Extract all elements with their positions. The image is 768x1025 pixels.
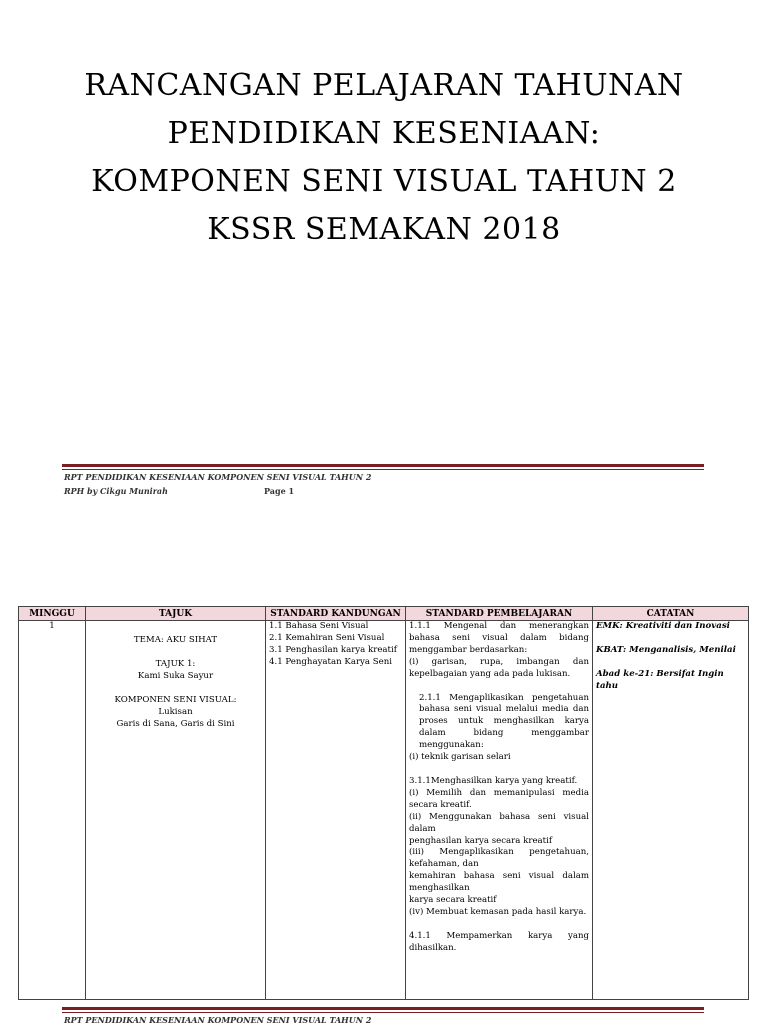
title-line-1: RANCANGAN PELAJARAN TAHUNAN xyxy=(84,68,684,103)
tema-text: TEMA: AKU SIHAT xyxy=(133,635,218,645)
rpt-table xyxy=(18,606,749,1000)
header-tajuk: TAJUK xyxy=(86,607,266,621)
komponen-label: KOMPONEN SENI VISUAL: xyxy=(114,694,237,705)
pembelajaran-4-1-1: 4.1.1 Mempamerkan karya yang dihasilkan. xyxy=(409,930,589,953)
pembelajaran-3-1-1-i: (i) Memilih dan memanipulasi media secara kreatif. xyxy=(409,787,589,810)
pembelajaran-1-1-1-i: (i) garisan, rupa, imbangan dan kepelbagaian yang ada pada lukisan. xyxy=(409,656,589,679)
subtopic-text: Garis di Sana, Garis di Sini xyxy=(116,718,235,729)
title-line-4: KSSR SEMAKAN 2018 xyxy=(207,212,561,247)
pembelajaran-3-1-1: 3.1.1Menghasilkan karya yang kreatif. xyxy=(409,775,578,786)
pembelajaran-3-1-1-ii-cont: penghasilan karya secara kreatif xyxy=(409,835,553,846)
pembelajaran-2-1-1-i: (i) teknik garisan selari xyxy=(409,752,511,763)
catatan-kbat: KBAT: Menganalisis, Menilai xyxy=(596,644,736,655)
title-line-3: KOMPONEN SENI VISUAL TAHUN 2 xyxy=(91,164,677,199)
footer-header-text: RPT PENDIDIKAN KESENIAAN KOMPONEN SENI VISUAL TAHUN 2 xyxy=(64,472,372,482)
tajuk-label: TAJUK 1: xyxy=(155,658,196,669)
catatan-emk: EMK: Kreativiti dan Inovasi xyxy=(596,621,730,631)
header-minggu: MINGGU xyxy=(19,607,86,621)
title-line-2: PENDIDIKAN KESENIAAN: xyxy=(167,116,601,151)
pembelajaran-3-1-1-iii-cont2: karya secara kreatif xyxy=(409,895,497,906)
kandungan-item: 3.1 Penghasilan karya kreatif xyxy=(269,644,397,655)
cell-standard-pembelajaran xyxy=(406,621,593,1000)
pembelajaran-3-1-1-iii-cont: kemahiran bahasa seni visual dalam menghasilkan xyxy=(409,871,589,894)
kandungan-item: 1.1 Bahasa Seni Visual xyxy=(269,621,369,631)
table-header-row xyxy=(19,607,749,621)
bottom-footer-header-text: RPT PENDIDIKAN KESENIAAN KOMPONEN SENI VISUAL TAHUN 2 xyxy=(64,1015,372,1025)
table-row xyxy=(19,621,749,1000)
pembelajaran-1-1-1: 1.1.1 Mengenal dan menerangkan bahasa seni visual dalam bidang menggambar berdasarkan: xyxy=(409,621,589,655)
header-standard-kandungan: STANDARD KANDUNGAN xyxy=(266,607,406,621)
footer-author: RPH by Cikgu Munirah xyxy=(64,486,168,496)
cell-tajuk xyxy=(86,621,266,1000)
tajuk-name: Kami Suka Sayur xyxy=(137,670,214,681)
cell-minggu: 1 xyxy=(19,621,86,1000)
cell-standard-kandungan xyxy=(266,621,406,1000)
bottom-footer-rule xyxy=(62,1007,704,1013)
header-standard-pembelajaran: STANDARD PEMBELAJARAN xyxy=(406,607,593,621)
pembelajaran-3-1-1-ii: (ii) Menggunakan bahasa seni visual dalam xyxy=(409,811,589,834)
catatan-abad: Abad ke-21: Bersifat Ingin tahu xyxy=(596,668,724,691)
kandungan-item: 4.1 Penghayatan Karya Seni xyxy=(269,656,393,667)
lukisan-text: Lukisan xyxy=(158,706,193,717)
cell-catatan xyxy=(593,621,749,1000)
footer-page-number: Page 1 xyxy=(264,486,295,496)
pembelajaran-3-1-1-iv: (iv) Membuat kemasan pada hasil karya. xyxy=(409,906,587,917)
pembelajaran-2-1-1: 2.1.1 Mengaplikasikan pengetahuan bahasa seni visual melalui media dan proses untuk menghasilkan karya dalam bidang menggambar menggunakan: xyxy=(419,692,589,751)
header-catatan: CATATAN xyxy=(593,607,749,621)
pembelajaran-3-1-1-iii: (iii) Mengaplikasikan pengetahuan, kefahaman, dan xyxy=(409,847,589,870)
kandungan-item: 2.1 Kemahiran Seni Visual xyxy=(269,632,385,643)
footer-rule xyxy=(62,464,704,470)
document-title xyxy=(0,62,768,254)
